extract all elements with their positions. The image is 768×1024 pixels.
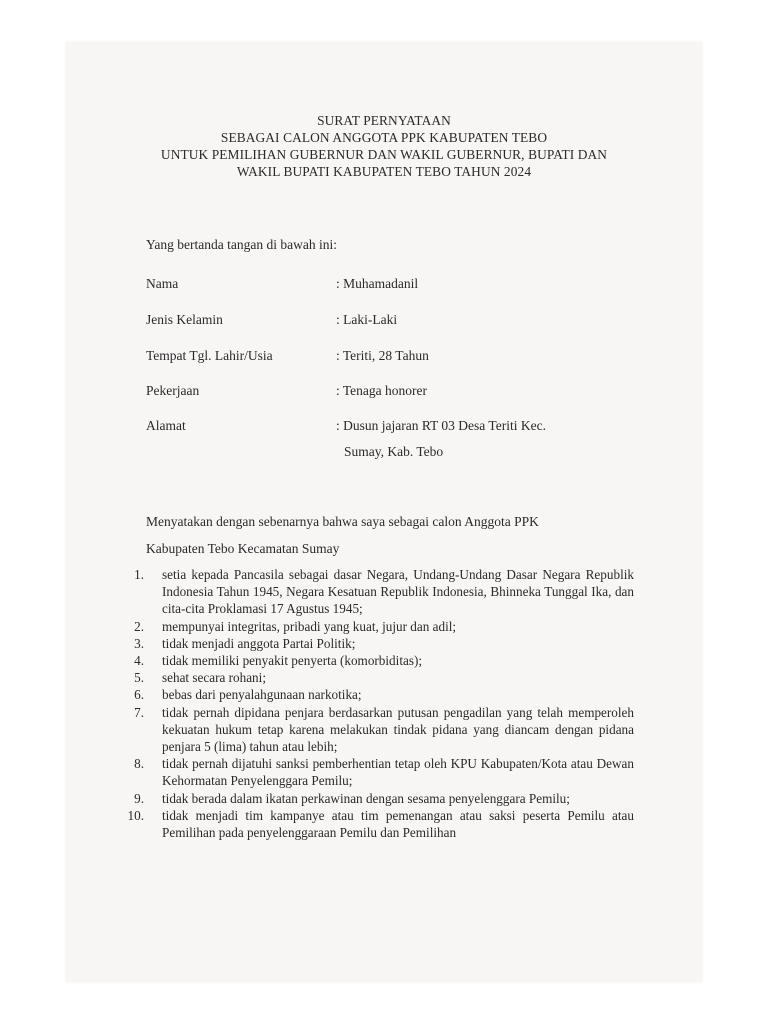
list-item-number: 8.: [134, 756, 144, 772]
document-title: [66, 112, 702, 180]
list-item: [122, 790, 634, 807]
list-item-number: 3.: [134, 635, 144, 651]
list-item-text: setia kepada Pancasila sebagai dasar Negara, Undang-Undang Dasar Negara Republik Indonesia Tahun 1945, Negara Kesatuan Republik Indonesia, Bhinneka Tunggal Ika, dan cita-cita Proklamasi 17 Agustus 1945;: [162, 567, 634, 617]
statement-paragraph: [146, 508, 628, 562]
list-item-text: tidak menjadi tim kampanye atau tim pemenangan atau saksi peserta Pemilu atau Pemilihan pada penyelenggaraan Pemilu dan Pemilihan: [162, 807, 634, 841]
list-item: [122, 566, 634, 618]
field-value: : Teriti, 28 Tahun: [336, 348, 429, 363]
list-item-text: tidak memiliki penyakit penyerta (komorbiditas);: [162, 653, 423, 669]
title-line-4: WAKIL BUPATI KABUPATEN TEBO TAHUN 2024: [236, 164, 532, 179]
statement-line-1: Menyatakan dengan sebenarnya bahwa saya sebagai calon Anggota PPK: [146, 514, 539, 529]
list-item-number: 2.: [134, 618, 144, 634]
requirements-list: [122, 566, 634, 841]
list-item: [122, 618, 634, 635]
field-label: Nama: [146, 276, 179, 291]
field-label: Alamat: [146, 418, 186, 433]
list-item-number: 1.: [134, 567, 144, 582]
field-value: : Muhamadanil: [336, 276, 419, 291]
field-label: Pekerjaan: [146, 383, 200, 398]
statement-line-2: Kabupaten Tebo Kecamatan Sumay: [146, 541, 340, 556]
title-line-2: SEBAGAI CALON ANGGOTA PPK KABUPATEN TEBO: [220, 130, 548, 145]
list-item-number: 5.: [134, 670, 144, 686]
list-item-text: mempunyai integritas, pribadi yang kuat, jujur dan adil;: [162, 618, 457, 634]
list-item-text: tidak pernah dipidana penjara berdasarkan putusan pengadilan yang telah memperoleh kekuatan hukum tetap karena melakukan tindak pidana yang diancam dengan pidana penjara 5 (lima) tahun atau lebih;: [162, 704, 634, 755]
list-item: [122, 704, 634, 756]
list-item: [122, 807, 634, 841]
address-continuation: Sumay, Kab. Tebo: [344, 444, 444, 459]
list-item-text: tidak menjadi anggota Partai Politik;: [162, 635, 356, 651]
list-item: [122, 669, 634, 686]
list-item: [122, 755, 634, 789]
list-item: [122, 652, 634, 669]
list-item: [122, 635, 634, 652]
list-item-number: 6.: [134, 687, 144, 703]
field-value: : Laki-Laki: [336, 312, 398, 327]
field-value: : Dusun jajaran RT 03 Desa Teriti Kec.: [336, 418, 546, 433]
list-item-number: 9.: [134, 790, 144, 806]
list-item-text: tidak pernah dijatuhi sanksi pemberhentian tetap oleh KPU Kabupaten/Kota atau Dewan Kehormatan Penyelenggara Pemilu;: [162, 756, 634, 789]
list-item: [122, 686, 634, 703]
field-label: Tempat Tgl. Lahir/Usia: [146, 348, 273, 363]
list-item-text: bebas dari penyalahgunaan narkotika;: [162, 687, 362, 703]
title-line-1: SURAT PERNYATAAN: [317, 113, 451, 128]
field-value: : Tenaga honorer: [336, 383, 428, 398]
list-item-number: 10.: [127, 807, 144, 823]
title-line-3: UNTUK PEMILIHAN GUBERNUR DAN WAKIL GUBERNUR, BUPATI DAN: [160, 147, 608, 162]
field-label: Jenis Kelamin: [146, 312, 223, 327]
document-page: [66, 42, 702, 982]
list-item-text: sehat secara rohani;: [162, 670, 266, 686]
list-item-text: tidak berada dalam ikatan perkawinan dengan sesama penyelenggara Pemilu;: [162, 790, 570, 806]
list-item-number: 7.: [134, 704, 144, 720]
intro-text: Yang bertanda tangan di bawah ini:: [146, 237, 337, 252]
list-item-number: 4.: [134, 653, 144, 669]
